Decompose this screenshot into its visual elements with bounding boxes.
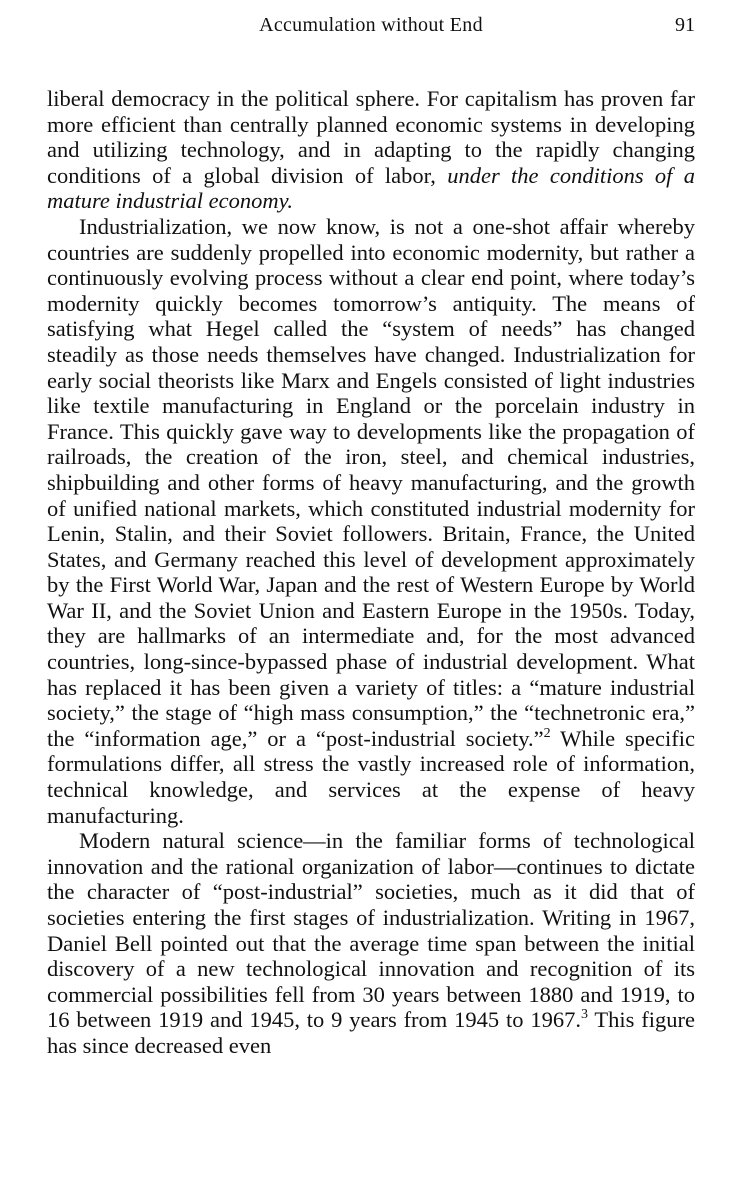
text-segment: While specific formulations differ, all stress the vastly increased role of information, technical knowledge, and services at the expense of heavy manufacturing. (47, 725, 696, 828)
text-segment: liberal democracy in the political sphere. For capitalism has proven far more efficient than centrally planned economic systems in developing and utilizing technology, and in adapting to the rapidly changing conditions of a global division of labor, (47, 86, 695, 188)
book-page (47, 10, 695, 1059)
running-head (47, 10, 695, 40)
footnote-ref-2[interactable]: 2 (543, 725, 551, 741)
paragraph-industrialization (47, 214, 695, 828)
text-segment: Modern natural science—in the familiar forms of technological innovation and the rational organization of labor—continues to dictate the character of “post-industrial” societies, much as it did that of societies entering the first stages of industrialization. Writing in 1967, Daniel Bell pointed out that the average time span between the initial discovery of a new technological innovation and recognition of its commercial possibilities fell from 30 years between 1880 and 1919, to 16 between 1919 and 1945, to 9 years from 1945 to 1967. (47, 828, 695, 1033)
paragraph-natural-science (47, 828, 695, 1058)
text-segment: This figure has since decreased even (47, 1007, 695, 1058)
text-segment: Industrialization, we now know, is not a one-shot affair whereby countries are suddenly propelled into economic modernity, but rather a continuously evolving process without a clear end point, where today’s modernity quickly becomes tomorrow’s antiquity. The means of satisfying what Hegel called the “system of needs” has changed steadily as those needs themselves have changed. Industrialization for early social theorists like Marx and Engels consisted of light industries like textile manufacturing in England or the porcelain industry in France. This quickly gave way to developments like the propagation of railroads, the creation of the iron, steel, and chemical industries, shipbuilding and other forms of heavy manufacturing, and the growth of unified national markets, which constituted industrial modernity for Lenin, Stalin, and their Soviet followers. Britain, France, the United States, and Germany reached this level of development approximately by the First World War, Japan and the rest of Western Europe by World War II, and the Soviet Union and Eastern Europe in the 1950s. Today, they are hallmarks of an intermediate and, for the most advanced countries, long-since-bypassed phase of industrial development. What has replaced it has been given a variety of titles: a “mature industrial society,” the stage of “high mass consumption,” the “technetronic era,” the “information age,” or a “post-industrial society.” (47, 213, 695, 751)
footnote-ref-3[interactable]: 3 (580, 1007, 588, 1023)
page-number: 91 (675, 14, 695, 36)
running-title: Accumulation without End (259, 14, 483, 36)
italic-emphasis: under the conditions of a mature industrial economy. (47, 162, 696, 214)
body-text (47, 86, 695, 1059)
paragraph-continued (47, 86, 695, 214)
